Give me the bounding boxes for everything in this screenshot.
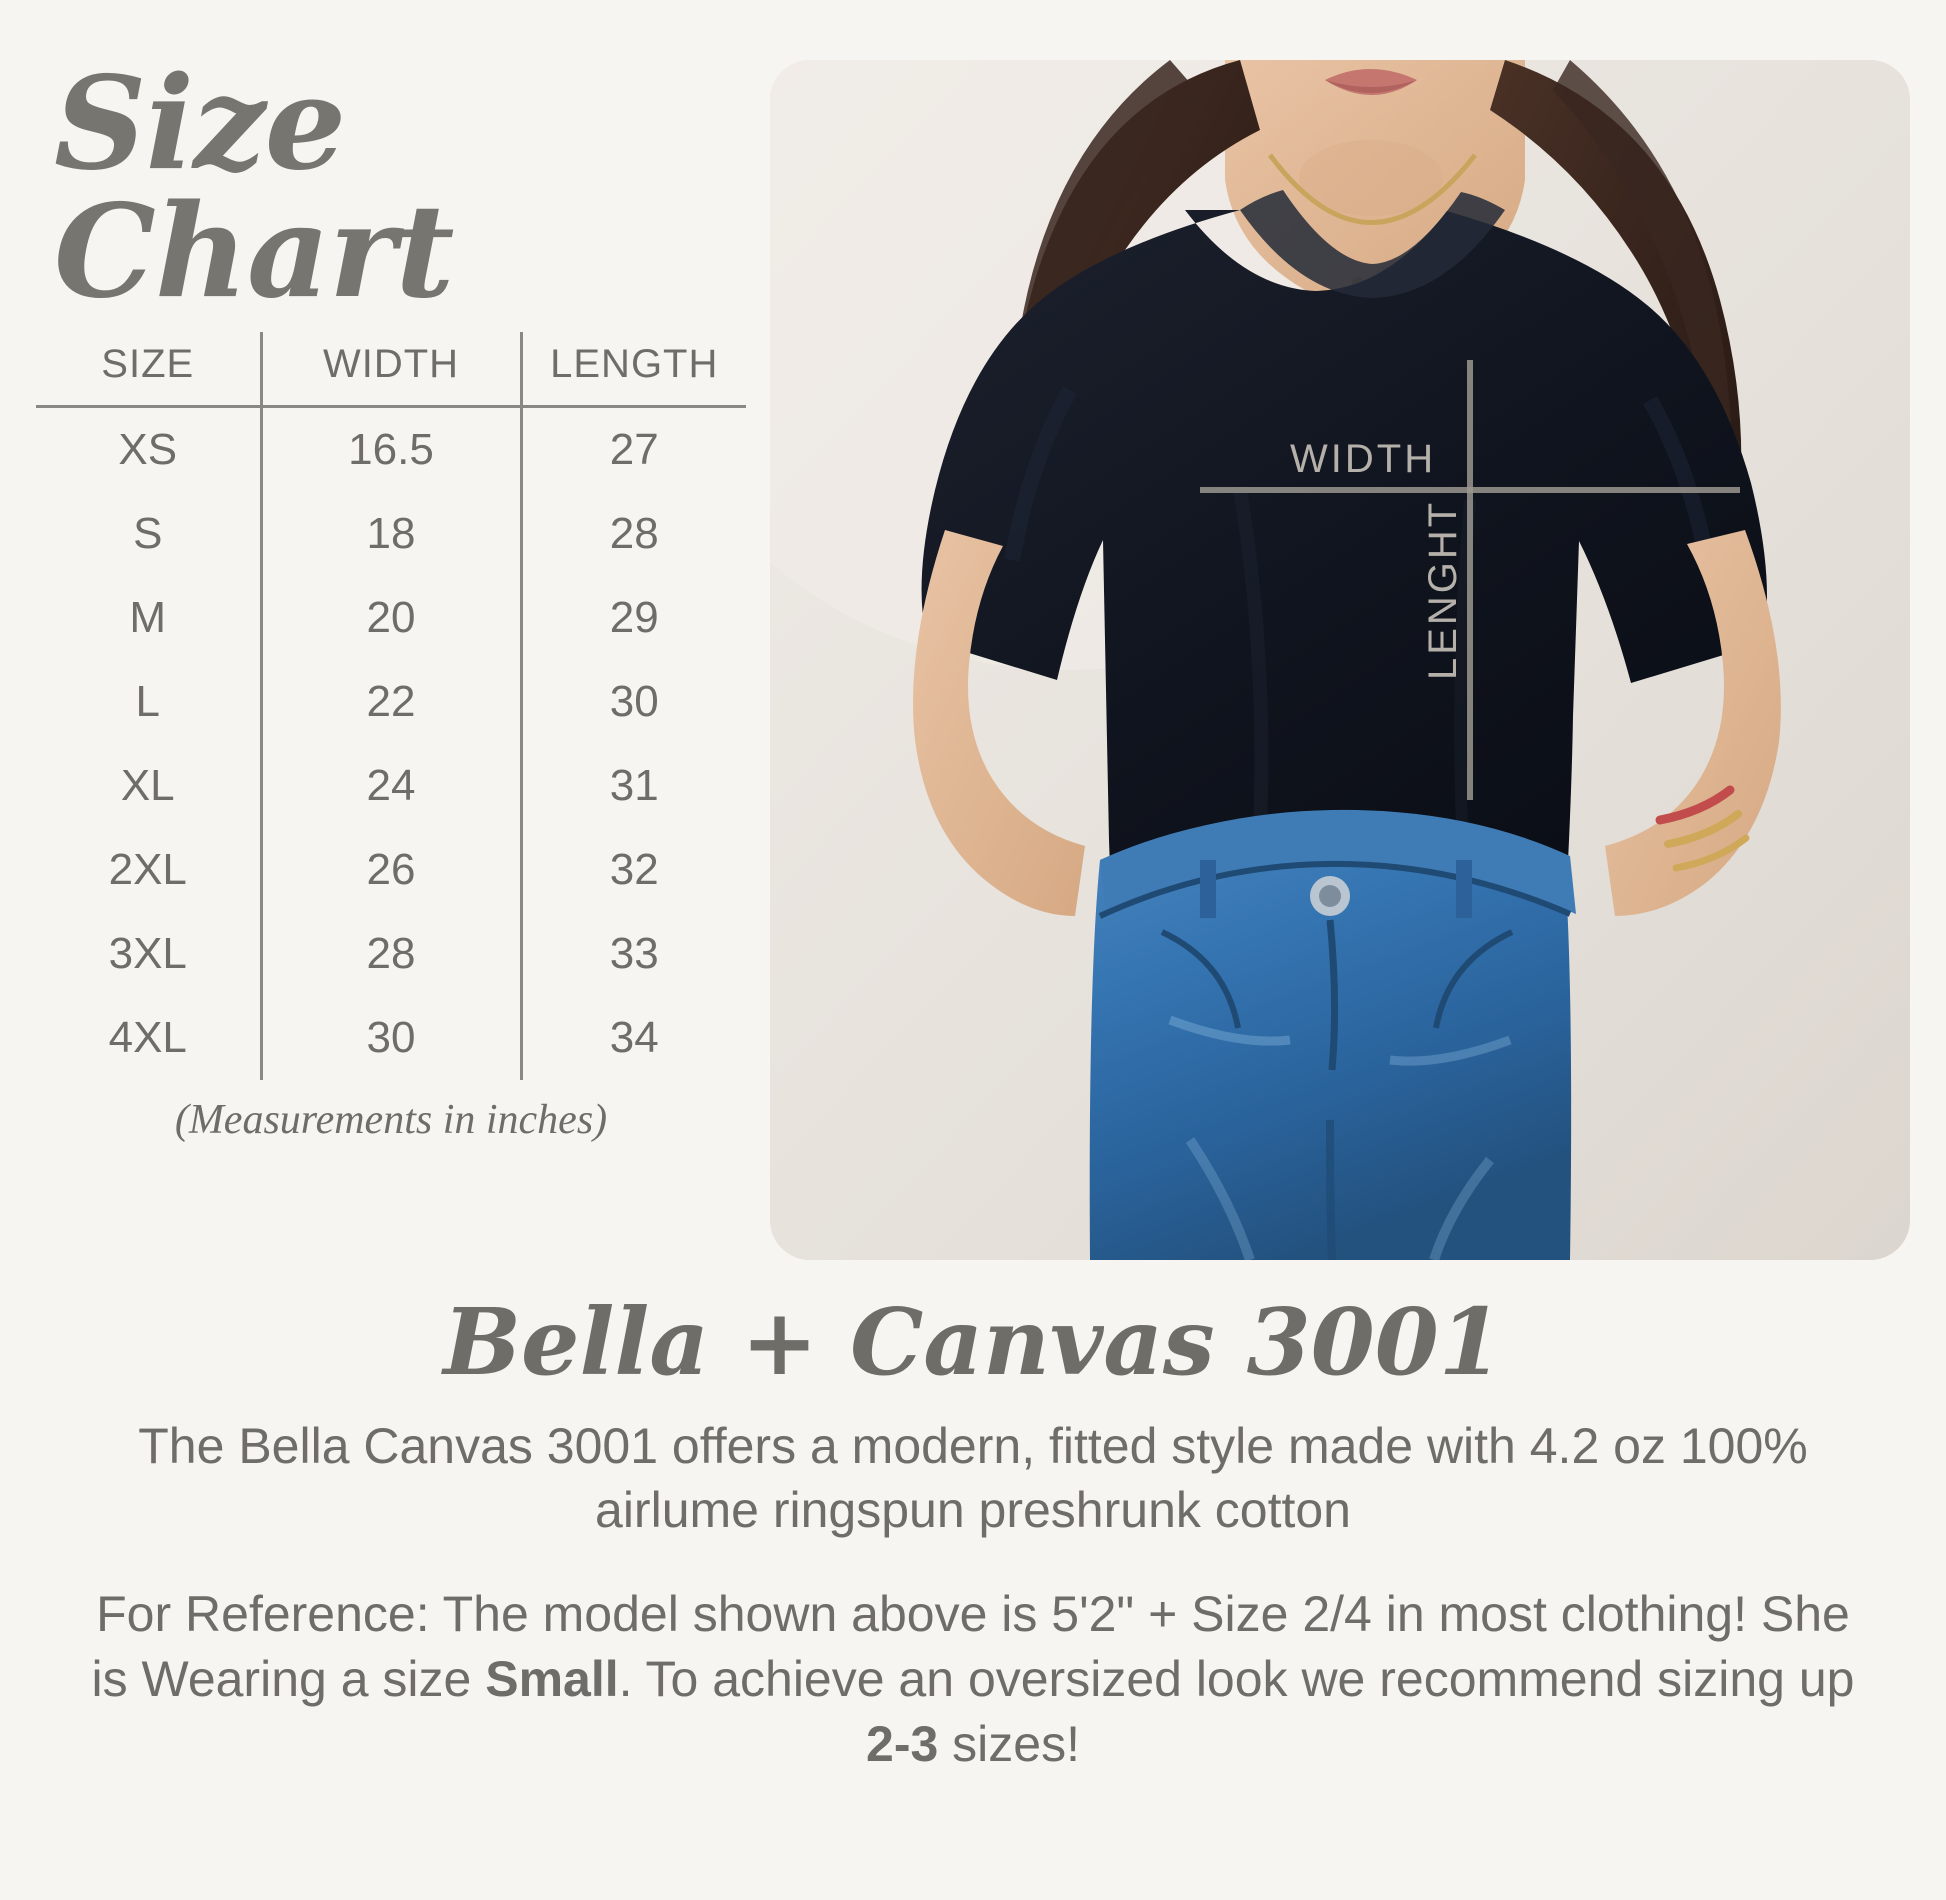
table-row	[36, 492, 746, 576]
cell-length: 28	[521, 492, 746, 576]
model-photo-illustration	[770, 60, 1910, 1260]
table-row	[36, 576, 746, 660]
page-title: Size Chart	[54, 49, 454, 327]
cell-size: M	[129, 593, 167, 642]
column-header-size: SIZE	[36, 332, 261, 407]
model-reference-note	[73, 1582, 1873, 1777]
cell-length: 31	[521, 744, 746, 828]
table-row	[36, 407, 746, 493]
reference-sizes-up: 2-3	[866, 1715, 939, 1772]
cell-width: 26	[261, 828, 521, 912]
table-row	[36, 996, 746, 1080]
svg-text:LENGHT: LENGHT	[1421, 499, 1465, 680]
reference-text-part1: For Reference: The model shown above is 5'2" + Size 2/4 in most clothing! She is Wearing a size	[91, 1585, 1850, 1707]
cell-width: 18	[261, 492, 521, 576]
cell-width: 30	[261, 996, 521, 1080]
cell-length: 32	[521, 828, 746, 912]
product-description: The Bella Canvas 3001 offers a modern, fitted style made with 4.2 oz 100% airlume ringspun preshrunk cotton	[138, 1417, 1808, 1538]
cell-size: XS	[118, 425, 178, 474]
table-row	[36, 744, 746, 828]
cell-length: 33	[521, 912, 746, 996]
cell-size: 3XL	[108, 929, 187, 978]
size-chart-panel	[0, 49, 760, 1260]
cell-size: 4XL	[108, 1013, 187, 1062]
cell-length: 34	[521, 996, 746, 1080]
brand-title: Bella + Canvas 3001	[443, 1288, 1503, 1396]
table-header-row	[36, 332, 746, 407]
cell-size: S	[133, 509, 163, 558]
table-row	[36, 660, 746, 744]
reference-text-part2: . To achieve an oversized look we recommend sizing up	[618, 1650, 1855, 1707]
cell-width: 22	[261, 660, 521, 744]
column-header-width: WIDTH	[261, 332, 521, 407]
cell-size: 2XL	[108, 845, 187, 894]
cell-length: 30	[521, 660, 746, 744]
product-info	[0, 1290, 1946, 1777]
cell-width: 28	[261, 912, 521, 996]
cell-length: 29	[521, 576, 746, 660]
cell-size: L	[135, 677, 160, 726]
table-row	[36, 912, 746, 996]
reference-text-part3: sizes!	[938, 1715, 1080, 1772]
column-header-length: LENGTH	[521, 332, 746, 407]
model-photo	[770, 60, 1910, 1260]
table-row	[36, 828, 746, 912]
reference-size-worn: Small	[485, 1650, 619, 1707]
size-table	[36, 332, 746, 1080]
cell-width: 20	[261, 576, 521, 660]
cell-length: 27	[521, 407, 746, 493]
cell-size: XL	[120, 761, 175, 810]
measurements-note: (Measurements in inches)	[174, 1097, 608, 1143]
cell-width: 16.5	[261, 407, 521, 493]
svg-text:WIDTH: WIDTH	[1290, 437, 1437, 481]
cell-width: 24	[261, 744, 521, 828]
